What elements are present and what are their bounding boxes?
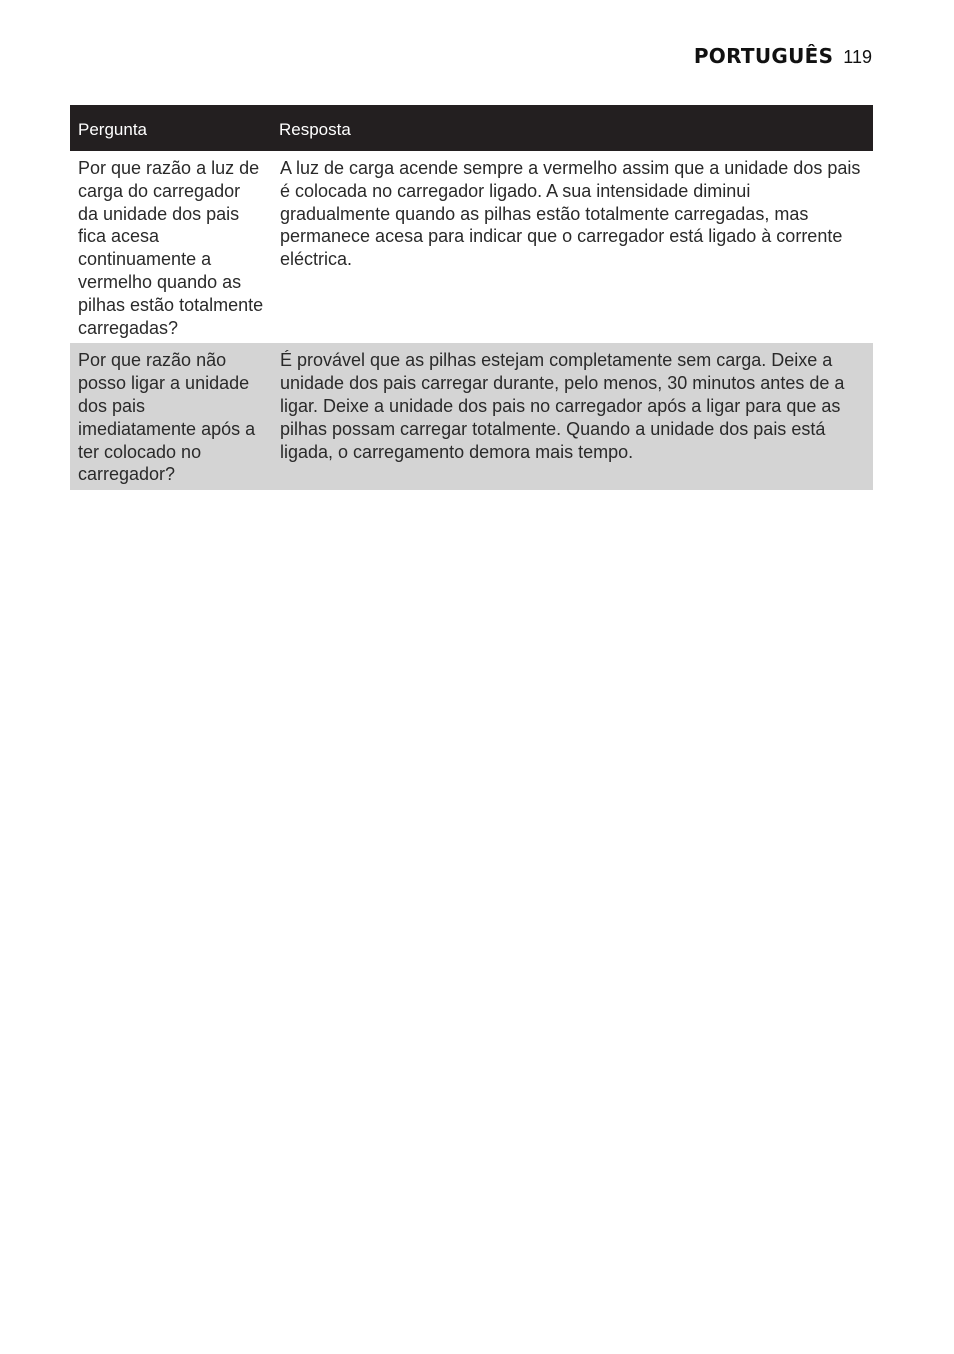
table-row [70, 343, 873, 490]
faq-table [70, 105, 873, 490]
question-cell: Por que razão a luz de carga do carregador da unidade dos pais fica acesa continuamente a vermelho quando as pilhas estão totalmente carregadas? [78, 158, 264, 338]
answer-cell: É provável que as pilhas estejam completamente sem carga. Deixe a unidade dos pais carregar durante, pelo menos, 30 minutos antes de a ligar. Deixe a unidade dos pais no carregador após a ligar para que as pilhas possam carregar totalmente. Quando a unidade dos pais está ligada, o carregamento demora mais tempo. [280, 350, 845, 462]
column-header-question: Pergunta [78, 120, 147, 139]
question-cell: Por que razão não posso ligar a unidade dos pais imediatamente após a ter colocado no carregador? [78, 350, 256, 485]
page-number: 119 [843, 47, 872, 67]
table-header-row [70, 105, 873, 151]
page-header [694, 44, 872, 68]
column-header-answer: Resposta [279, 120, 351, 139]
table-row [70, 151, 873, 343]
answer-cell: A luz de carga acende sempre a vermelho assim que a unidade dos pais é colocada no carregador ligado. A sua intensidade diminui gradualmente quando as pilhas estão totalmente carregadas, mas permanece acesa para indicar que o carregador está ligado à corrente eléctrica. [280, 158, 861, 270]
section-language-title: PORTUGUÊS [693, 44, 834, 68]
